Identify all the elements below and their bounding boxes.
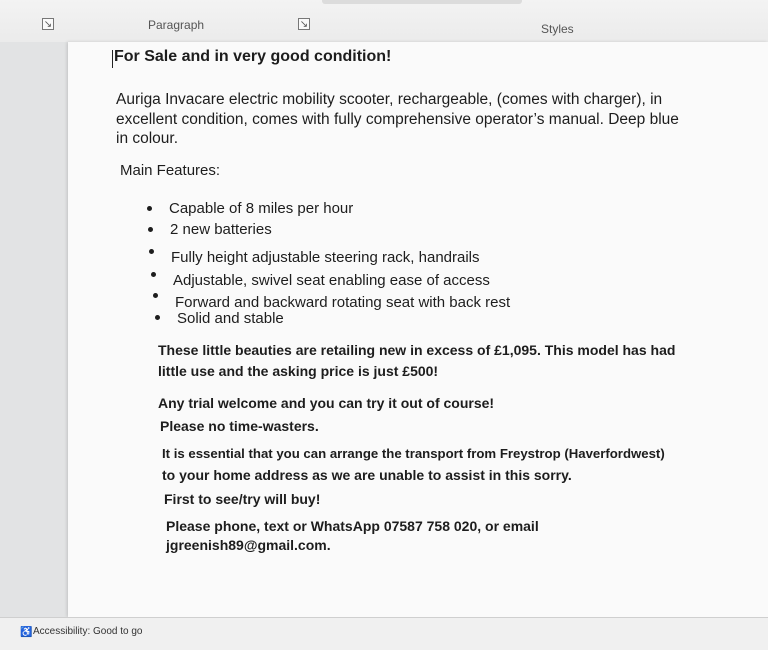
feature-item-1[interactable]: Capable of 8 miles per hour [169,200,354,217]
bullet-icon [151,272,156,277]
features-heading[interactable]: Main Features: [120,162,221,179]
intro-line-1[interactable]: Auriga Invacare electric mobility scooter, rechargeable, (comes with charger), in [116,91,663,108]
paragraph-dialog-launcher-icon[interactable]: ↘ [299,19,309,30]
feature-item-5[interactable]: Forward and backward rotating seat with back rest [175,294,511,311]
transport-line-2[interactable]: to your home address as we are unable to assist in this sorry. [162,467,572,483]
price-line-1[interactable] [158,342,675,358]
bullet-icon [148,227,153,232]
contact-line-1[interactable]: Please phone, text or WhatsApp 07587 758 020, or email [166,518,539,534]
feature-item-3[interactable]: Fully height adjustable steering rack, handrails [171,249,480,266]
feature-item-6[interactable]: Solid and stable [177,310,284,327]
contact-line-2[interactable]: jgreenish89@gmail.com. [166,537,331,553]
document-left-margin [0,42,68,617]
no-time-wasters-line[interactable]: Please no time-wasters. [160,418,319,434]
accessibility-status-label: Accessibility: Good to go [33,626,143,637]
first-to-see-line[interactable]: First to see/try will buy! [164,491,321,507]
font-dialog-launcher-icon[interactable]: ↘ [43,19,53,30]
bullet-icon [155,315,160,320]
ribbon-tab-indicator [322,0,522,4]
bullet-icon [153,293,158,298]
intro-line-3[interactable]: in colour. [116,130,179,147]
feature-item-4[interactable]: Adjustable, swivel seat enabling ease of access [173,272,490,289]
price-line-2[interactable]: little use and the asking price is just £500! [158,363,439,379]
accessibility-status[interactable] [20,626,143,638]
accessibility-icon: ♿ [20,627,33,638]
status-bar [0,617,768,650]
transport-line-1[interactable]: It is essential that you can arrange the transport from Freystrop (Haverfordwest) [162,446,665,461]
ribbon [0,0,768,43]
styles-group-label: Styles [541,22,574,36]
bullet-icon [147,206,152,211]
price-line-1-text: These little beauties are retailing new in excess of £1,095. This model has had [158,342,676,358]
intro-line-2[interactable]: excellent condition, comes with fully comprehensive operator’s manual. Deep blue [116,111,679,128]
feature-item-2[interactable]: 2 new batteries [170,221,272,238]
paragraph-group-label: Paragraph [148,18,205,32]
text-cursor [112,50,113,68]
trial-line[interactable]: Any trial welcome and you can try it out of course! [158,395,495,411]
document-title-line[interactable]: For Sale and in very good condition! [114,48,392,65]
bullet-icon [149,249,154,254]
